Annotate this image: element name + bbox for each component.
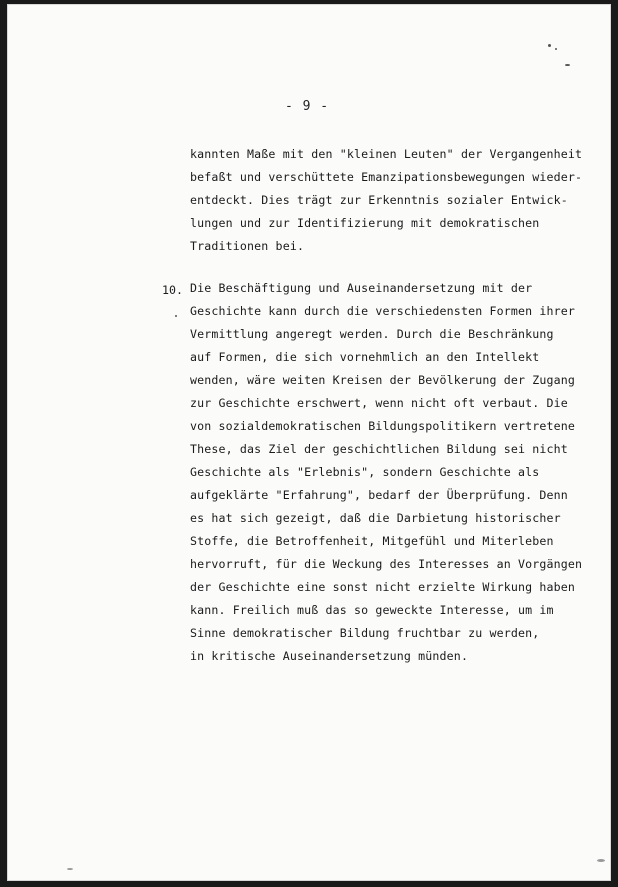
text-line: zur Geschichte erschwert, wenn nicht oft verbaut. Die — [190, 396, 568, 410]
text-line: es hat sich gezeigt, daß die Darbietung historischer — [190, 511, 561, 525]
scan-artifact — [555, 48, 557, 50]
text-line: kann. Freilich muß das so geweckte Interesse, um im — [190, 603, 554, 617]
scan-artifact — [565, 64, 570, 66]
text-line: Geschichte als "Erlebnis", sondern Geschichte als — [190, 465, 540, 479]
text-line: Geschichte kann durch die verschiedensten Formen ihrer — [190, 304, 576, 318]
text-line: Stoffe, die Betroffenheit, Mitgefühl und Miterleben — [190, 534, 554, 548]
text-line: kannten Maße mit den "kleinen Leuten" der Vergangenheit — [190, 147, 583, 161]
scan-artifact — [67, 868, 73, 870]
text-line: aufgeklärte "Erfahrung", bedarf der Überprüfung. Denn — [190, 488, 568, 502]
text-line: befaßt und verschüttete Emanzipationsbewegungen wieder- — [190, 170, 583, 184]
page-number: - 9 - — [285, 99, 330, 114]
document-page — [7, 4, 611, 881]
text-line: Die Beschäftigung und Auseinandersetzung mit der — [190, 281, 533, 295]
text-line: These, das Ziel der geschichtlichen Bildung sei nicht — [190, 442, 568, 456]
text-line: wenden, wäre weiten Kreisen der Bevölkerung der Zugang — [190, 373, 576, 387]
text-line: Sinne demokratischer Bildung fruchtbar zu werden, — [190, 626, 540, 640]
text-line: hervorruft, für die Weckung des Interesses an Vorgängen — [190, 557, 583, 571]
text-line: der Geschichte eine sonst nicht erzielte Wirkung haben — [190, 580, 576, 594]
text-line: von sozialdemokratischen Bildungspolitikern vertretene — [190, 419, 576, 433]
text-line: in kritische Auseinandersetzung münden. — [190, 649, 469, 663]
text-line: lungen und zur Identifizierung mit demokratischen — [190, 216, 540, 230]
text-line: Vermittlung angeregt werden. Durch die Beschränkung — [190, 327, 554, 341]
text-line: auf Formen, die sich vornehmlich an den Intellekt — [190, 350, 540, 364]
scan-artifact — [548, 44, 551, 47]
scan-artifact — [597, 859, 605, 862]
text-line: Traditionen bei. — [190, 239, 305, 253]
section-number: 10. — [162, 283, 183, 297]
text-line: entdeckt. Dies trägt zur Erkenntnis sozialer Entwick- — [190, 193, 568, 207]
scan-artifact — [175, 315, 177, 317]
